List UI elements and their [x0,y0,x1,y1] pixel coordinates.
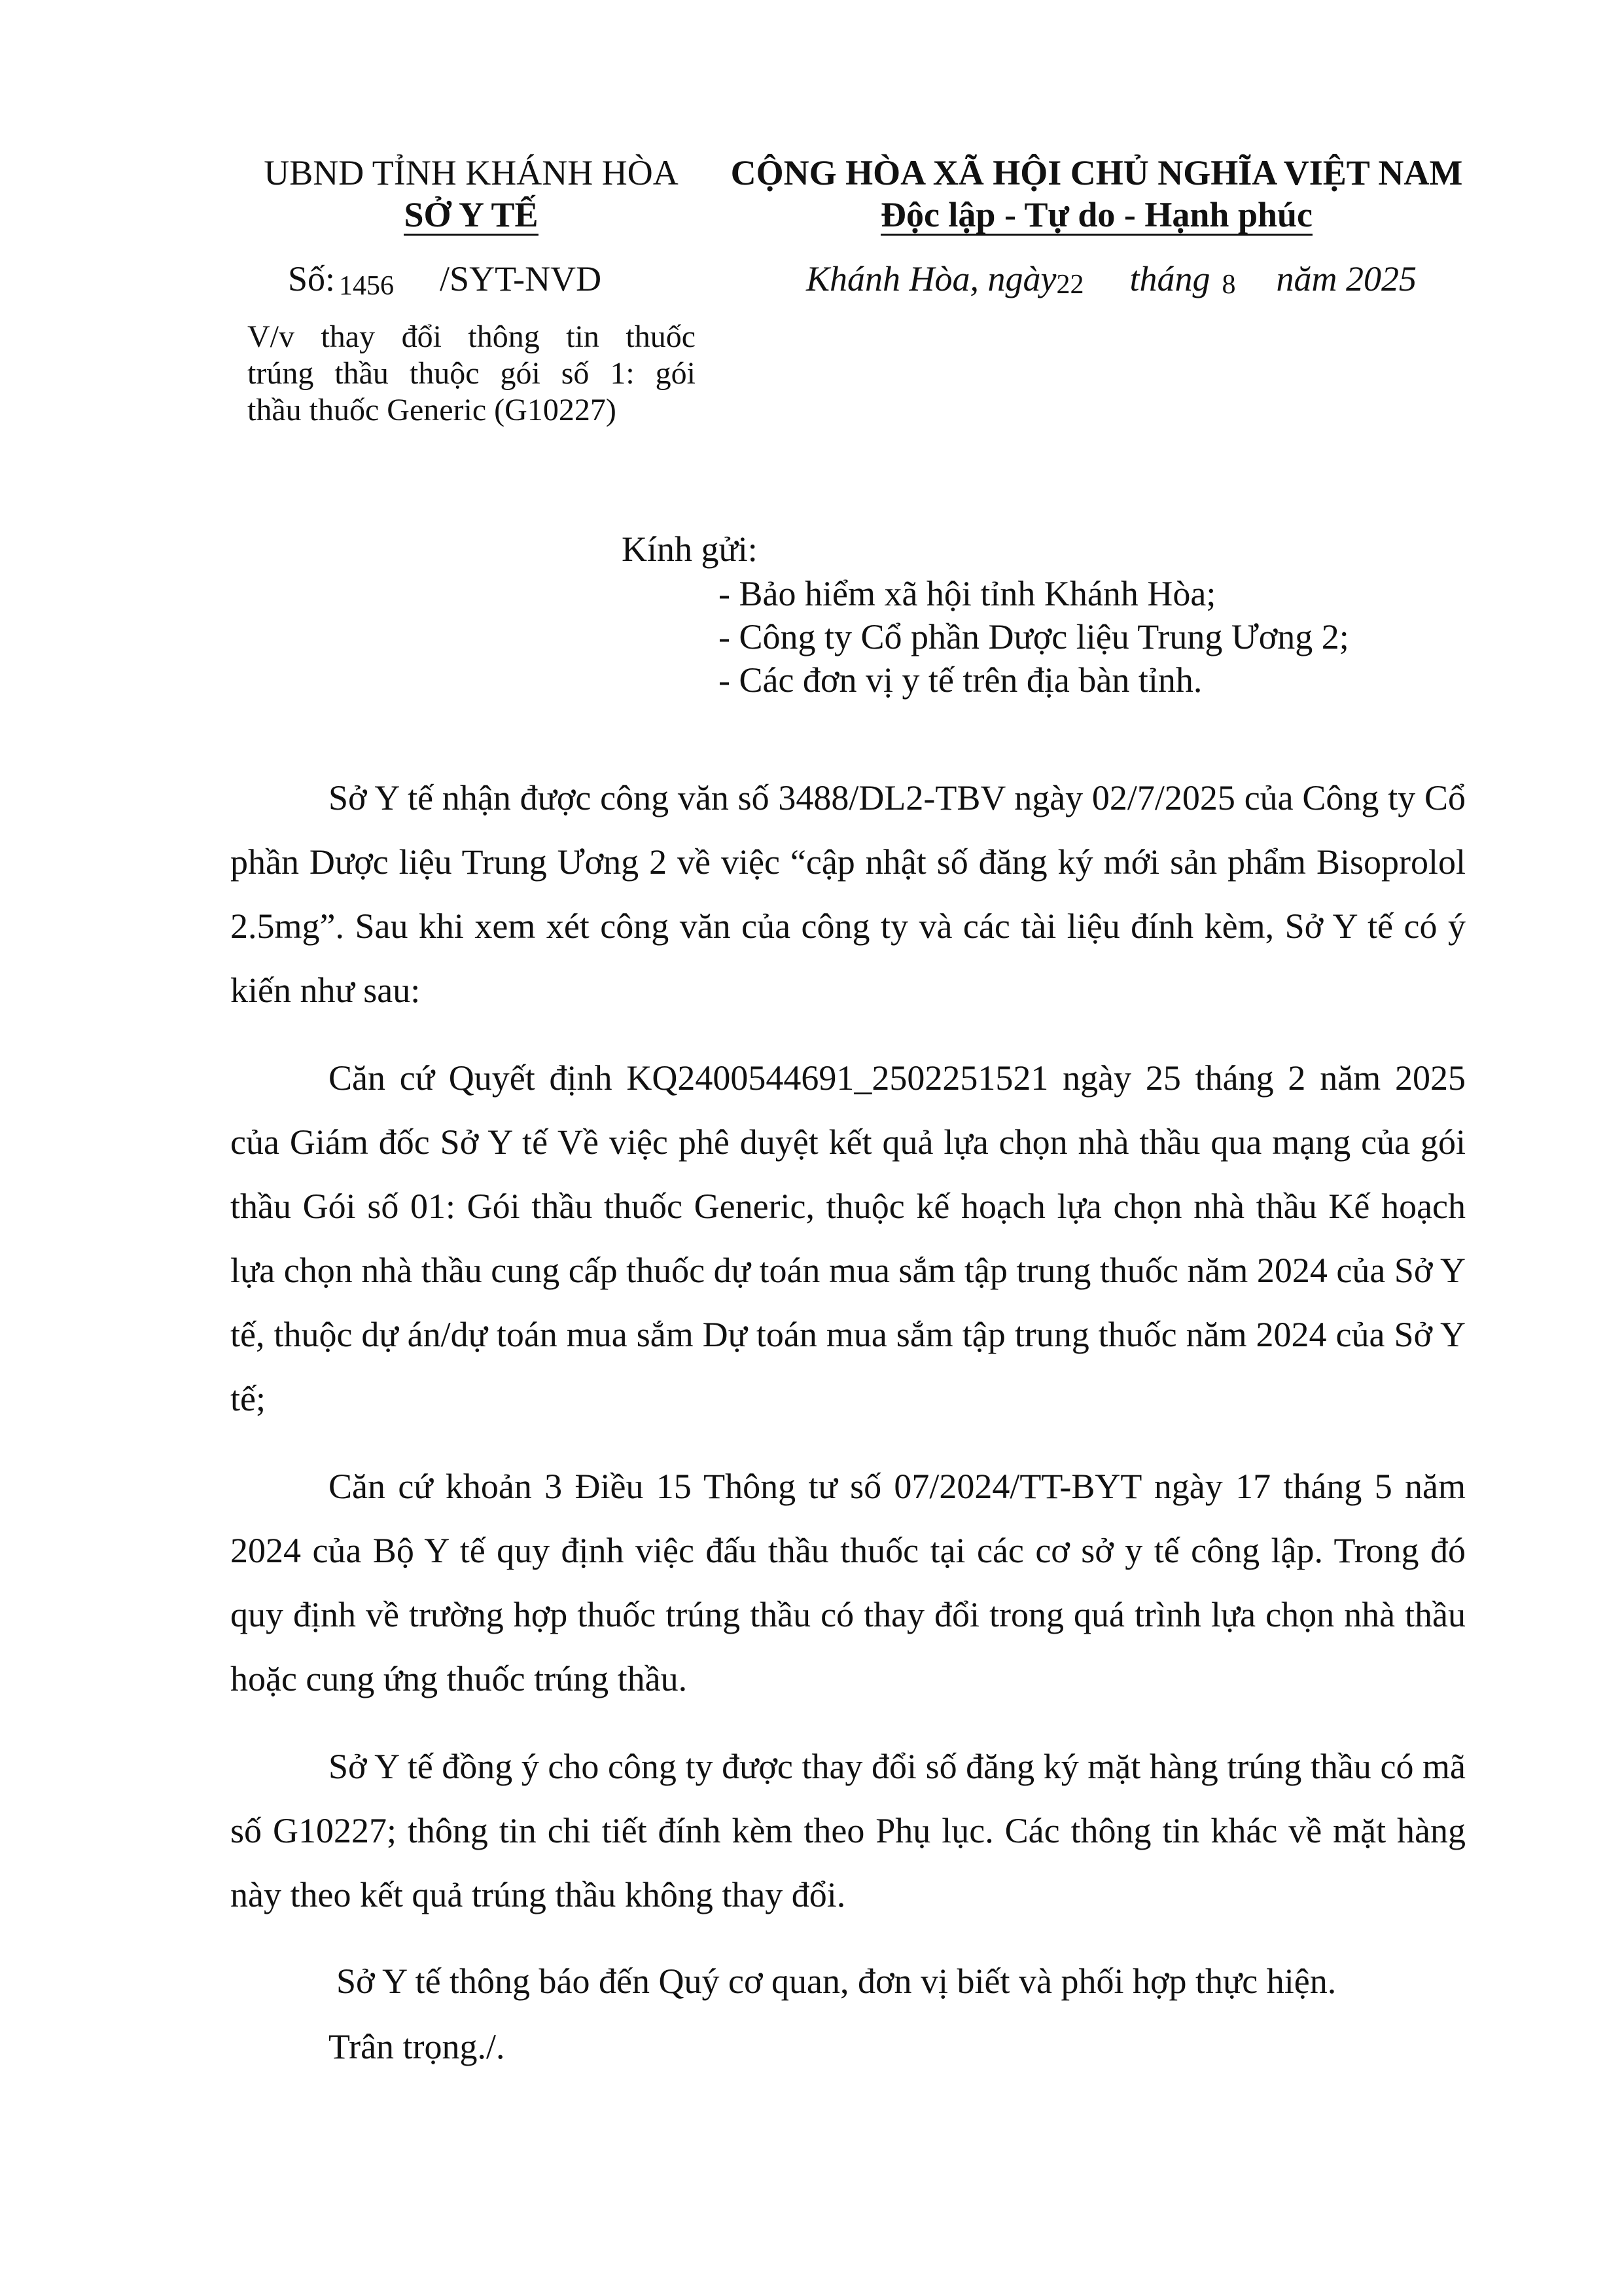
recipient-item: - Công ty Cổ phần Dược liệu Trung Ương 2; [718,617,1349,656]
national-title-block [726,152,1467,236]
paragraph-1: Sở Y tế nhận được công văn số 3488/DL2-TBV ngày 02/7/2025 của Công ty Cổ phần Dược liệu Trung Ương 2 về việc “cập nhật số đăng ký mới sản phẩm Bisoprolol 2.5mg”. Sau khi xem xét công văn của công ty và các tài liệu đính kèm, Sở Y tế có ý kiến như sau: [230,778,1466,1010]
subject-line-1: V/v thay đổi thông tin thuốc [247,319,696,354]
date-day: 22 [1056,270,1084,300]
national-motto: Độc lập - Tự do - Hạnh phúc [880,195,1313,234]
department-name: SỞ Y TẾ [404,195,538,234]
paragraph-2: Căn cứ Quyết định KQ2400544691_2502251521 ngày 25 tháng 2 năm 2025 của Giám đốc Sở Y tế Về việc phê duyệt kết quả lựa chọn nhà thầu qua mạng của gói thầu Gói số 01: Gói thầu thuốc Generic, thuộc kế hoạch lựa chọn nhà thầu Kế hoạch lựa chọn nhà thầu cung cấp thuốc dự toán mua sắm tập trung thuốc năm 2024 của Sở Y tế, thuộc dự án/dự toán mua sắm Dự toán mua sắm tập trung thuốc năm 2024 của Sở Y tế; [230,1058,1466,1418]
salutation: Kính gửi: [622,529,758,569]
recipient-list [718,572,1349,702]
date-year: năm 2025 [1276,259,1417,298]
recipient-item: - Các đơn vị y tế trên địa bàn tỉnh. [718,660,1203,700]
doc-number-prefix: Số: [288,259,336,298]
closing-line: Trân trọng./. [328,2027,505,2066]
date-line [806,259,1417,300]
subject-block [247,319,696,429]
date-place: Khánh Hòa, ngày [806,259,1057,298]
doc-number-value: 1456 [339,271,395,301]
paragraph-3: Căn cứ khoản 3 Điều 15 Thông tư số 07/2024/TT-BYT ngày 17 tháng 5 năm 2024 của Bộ Y tế quy định việc đấu thầu thuốc tại các cơ sở y tế công lập. Trong đó quy định về trường hợp thuốc trúng thầu có thay đổi trong quá trình lựa chọn nhà thầu hoặc cung ứng thuốc trúng thầu. [230,1467,1466,1698]
document-number [288,259,601,302]
date-month-label: tháng [1129,259,1210,298]
issuer-block [249,152,694,236]
paragraph-5: Sở Y tế thông báo đến Quý cơ quan, đơn vị biết và phối hợp thực hiện. [336,1962,1337,2001]
recipient-item: - Bảo hiểm xã hội tỉnh Khánh Hòa; [718,574,1216,613]
doc-number-suffix: /SYT-NVD [440,259,602,298]
subject-line-2: trúng thầu thuộc gói số 1: gói [247,356,696,391]
paragraph-4: Sở Y tế đồng ý cho công ty được thay đổi số đăng ký mặt hàng trúng thầu có mã số G10227; thông tin chi tiết đính kèm theo Phụ lục. Các thông tin khác về mặt hàng này theo kết quả trúng thầu không thay đổi. [230,1747,1466,1914]
date-month: 8 [1222,270,1236,300]
authority-name: UBND TỈNH KHÁNH HÒA [264,153,679,192]
subject-line-3: thầu thuốc Generic (G10227) [247,393,616,427]
country-name: CỘNG HÒA XÃ HỘI CHỦ NGHĨA VIỆT NAM [730,153,1463,192]
